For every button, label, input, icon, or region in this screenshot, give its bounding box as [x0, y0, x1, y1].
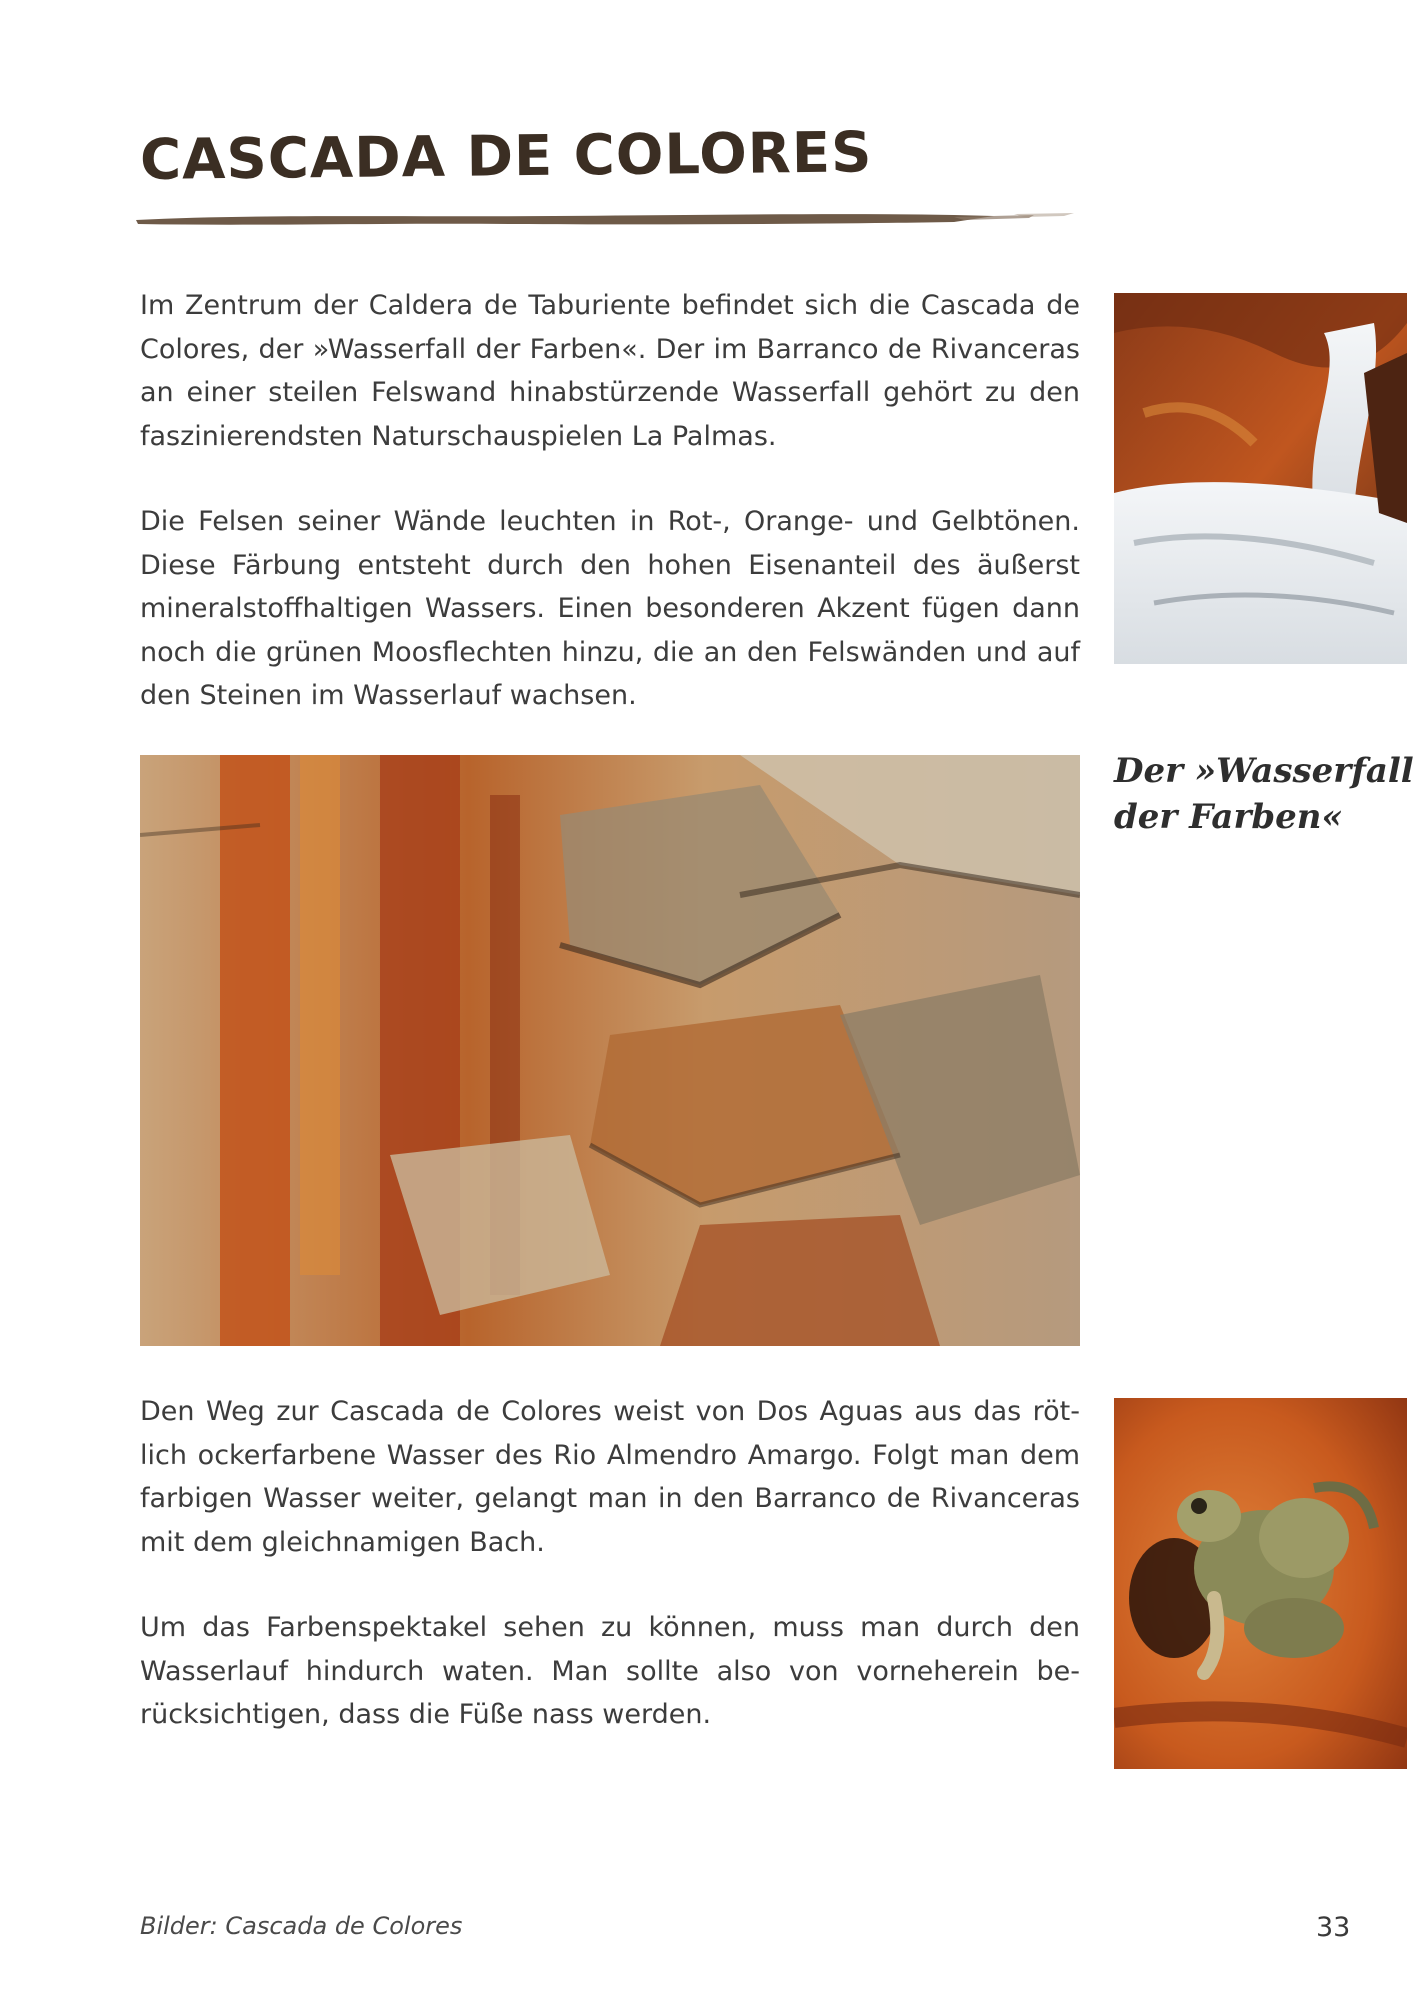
caption-line-1: Der »Wasserfall: [1114, 751, 1414, 791]
page-title: CASCADA DE COLORES: [139, 120, 873, 193]
frog-photo: [1114, 1398, 1407, 1769]
paragraph-colors: Die Felsen seiner Wände leuchten in Rot-, Orange- und Gelbtönen. Diese Färbung entsteht durch den hohen Eisenanteil des äußerst mineralstoffhaltigen Wassers. Einen besonderen Akzent fügen dann noch die grünen Moosflechten hinzu, die an den Felswänden und auf den Steinen im Wasserlauf wachsen.: [140, 506, 1080, 711]
photo-caption: [1114, 748, 1414, 840]
rock-wall-photo: [140, 755, 1080, 1346]
paragraph-intro: Im Zentrum der Caldera de Taburiente befindet sich die Cascada de Colores, der »Wasserfall der Farben«. Der im Barranco de Rivanceras an einer steilen Felswand hinabstürzende Wasserfall gehört zu den faszinierendsten Naturschauspielen La Palmas.: [140, 290, 1080, 452]
waterfall-photo: [1114, 293, 1407, 664]
image-credit: Bilder: Cascada de Colores: [140, 1912, 463, 1940]
paragraph-route: Den Weg zur Cascada de Colores weist von Dos Aguas aus das rötlich ockerfarbene Wasser des Rio Almendro Amargo. Folgt man dem farbigen Wasser weiter, gelangt man in den Barranco de Rivanceras mit dem gleichnamigen Bach.: [140, 1396, 1080, 1558]
brush-underline: [134, 208, 1074, 232]
page-number: 33: [1316, 1912, 1351, 1943]
caption-line-2: der Farben«: [1114, 797, 1343, 837]
paragraph-wading: Um das Farbenspektakel sehen zu können, muss man durch den Wasserlauf hindurch waten. Man sollte also von vorneherein berücksichtigen, dass die Füße nass werden.: [140, 1612, 1080, 1730]
